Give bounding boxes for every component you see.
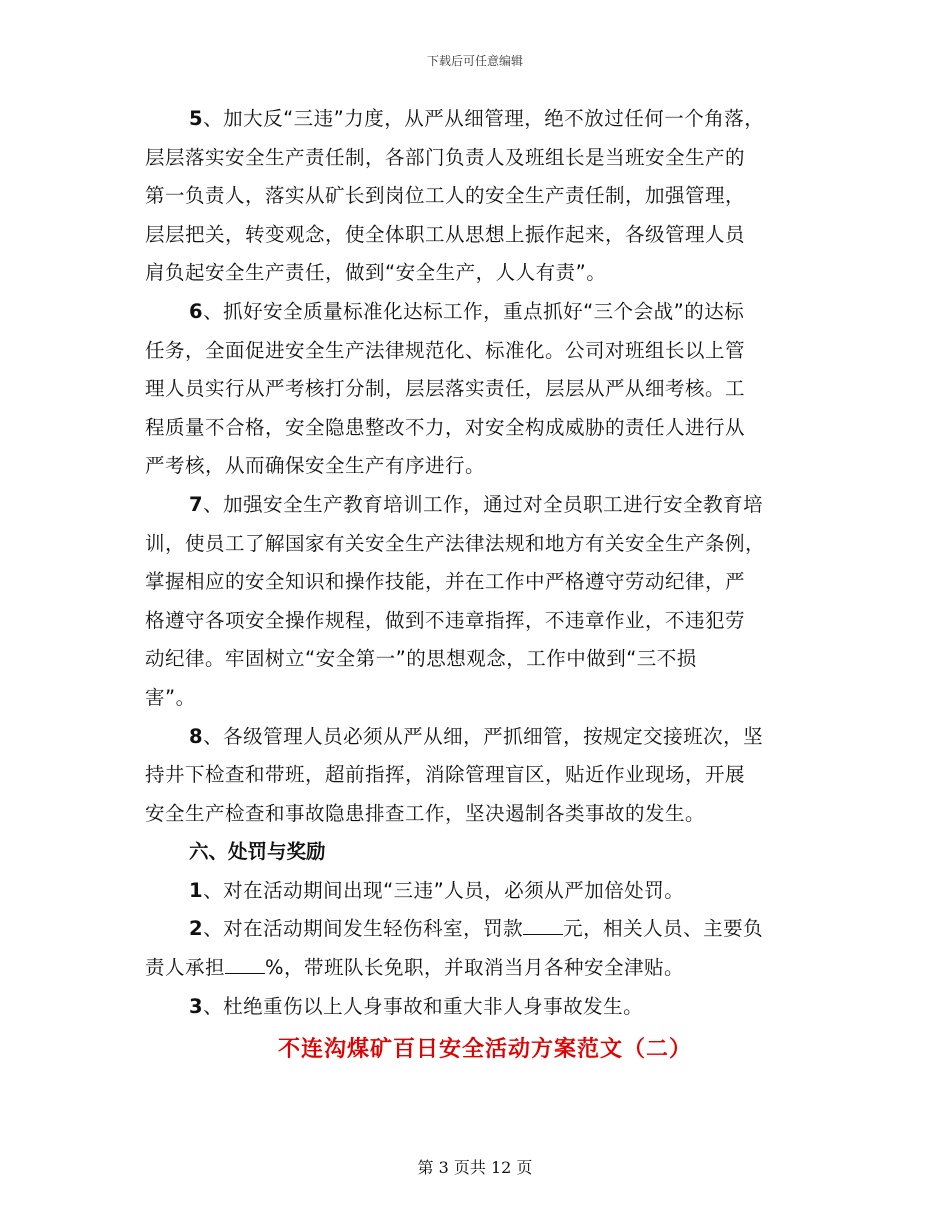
item-number: 8 bbox=[189, 724, 204, 748]
item-number: 6 bbox=[189, 299, 204, 323]
penalty-item-1 bbox=[145, 872, 825, 911]
penalty-text: 责人承担 bbox=[145, 956, 226, 980]
paragraph-line: 、加强安全生产教育培训工作，通过对全员职工进行安全教育培 bbox=[203, 492, 764, 516]
paragraph-line: 理人员实行从严考核打分制，层层落实责任，层层从严从细考核。工 bbox=[145, 377, 746, 401]
penalty-text: %，带班队长免职，并取消当月各种安全津贴。 bbox=[265, 956, 685, 980]
page-footer: 第 3 页共 12 页 bbox=[417, 1158, 533, 1177]
paragraph-7 bbox=[145, 486, 825, 718]
paragraph-line: 层层落实安全生产责任制，各部门负责人及班组长是当班安全生产的 bbox=[145, 145, 746, 169]
paragraph-line: 训，使员工了解国家有关安全生产法律法规和地方有关安全生产条例， bbox=[145, 531, 766, 555]
item-number: 7 bbox=[189, 492, 204, 516]
item-number: 5 bbox=[189, 107, 204, 130]
paragraph-line: 程质量不合格，安全隐患整改不力，对安全构成威胁的责任人进行从 bbox=[145, 415, 746, 439]
document-body bbox=[145, 100, 825, 1072]
paragraph-5 bbox=[145, 100, 825, 293]
paragraph-line: 、加大反“三违”力度，从严从细管理，绝不放过任何一个角落， bbox=[203, 107, 765, 130]
paragraph-line: 掌握相应的安全知识和操作技能，并在工作中严格遵守劳动纪律，严 bbox=[145, 570, 746, 594]
penalty-item-2 bbox=[145, 910, 825, 949]
paragraph-line: 持井下检查和带班，超前指挥，消除管理盲区，贴近作业现场，开展 bbox=[145, 763, 746, 787]
paragraph-line: 害”。 bbox=[145, 685, 196, 709]
paragraph-line: 肩负起安全生产责任，做到“安全生产，人人有责”。 bbox=[145, 261, 607, 285]
paragraph-line: 、抓好安全质量标准化达标工作，重点抓好“三个会战”的达标 bbox=[203, 299, 745, 323]
paragraph-line: 动纪律。牢固树立“安全第一”的思想观念，工作中做到“三不损 bbox=[145, 647, 697, 671]
paragraph-line: 层层把关，转变观念，使全体职工从思想上振作起来，各级管理人员 bbox=[145, 222, 746, 246]
header-note: 下载后可任意编辑 bbox=[426, 54, 523, 68]
paragraph-8 bbox=[145, 718, 825, 834]
fill-in-blank bbox=[225, 972, 265, 974]
paragraph-line: 格遵守各项安全操作规程，做到不违章指挥，不违章作业，不违犯劳 bbox=[145, 608, 746, 632]
penalty-text: 、对在活动期间发生轻伤科室，罚款 bbox=[203, 917, 524, 941]
paragraph-6 bbox=[145, 293, 825, 486]
item-number: 2 bbox=[189, 917, 204, 941]
paragraph-line: 安全生产检查和事故隐患排查工作，坚决遏制各类事故的发生。 bbox=[145, 801, 706, 825]
item-number: 3 bbox=[189, 994, 204, 1018]
penalty-text: 、杜绝重伤以上人身事故和重大非人身事故发生。 bbox=[203, 994, 644, 1018]
section-heading: 六、处罚与奖励 bbox=[189, 840, 326, 864]
item-number: 1 bbox=[189, 878, 204, 902]
penalty-item-3 bbox=[145, 988, 825, 1027]
paragraph-line: 、各级管理人员必须从严从细，严抓细管，按规定交接班次，坚 bbox=[203, 724, 764, 748]
paragraph-line: 任务，全面促进安全生产法律规范化、标准化。公司对班组长以上管 bbox=[145, 338, 746, 362]
fill-in-blank bbox=[523, 933, 563, 935]
penalty-text: 、对在活动期间出现“三违”人员，必须从严加倍处罚。 bbox=[203, 878, 685, 902]
next-document-title: 不连沟煤矿百日安全活动方案范文（二） bbox=[277, 1037, 692, 1063]
paragraph-line: 严考核，从而确保安全生产有序进行。 bbox=[145, 454, 486, 478]
penalty-item-2-cont bbox=[145, 949, 825, 988]
penalty-text: 元，相关人员、主要负 bbox=[563, 917, 764, 941]
paragraph-line: 第一负责人，落实从矿长到岗位工人的安全生产责任制，加强管理， bbox=[145, 184, 746, 208]
